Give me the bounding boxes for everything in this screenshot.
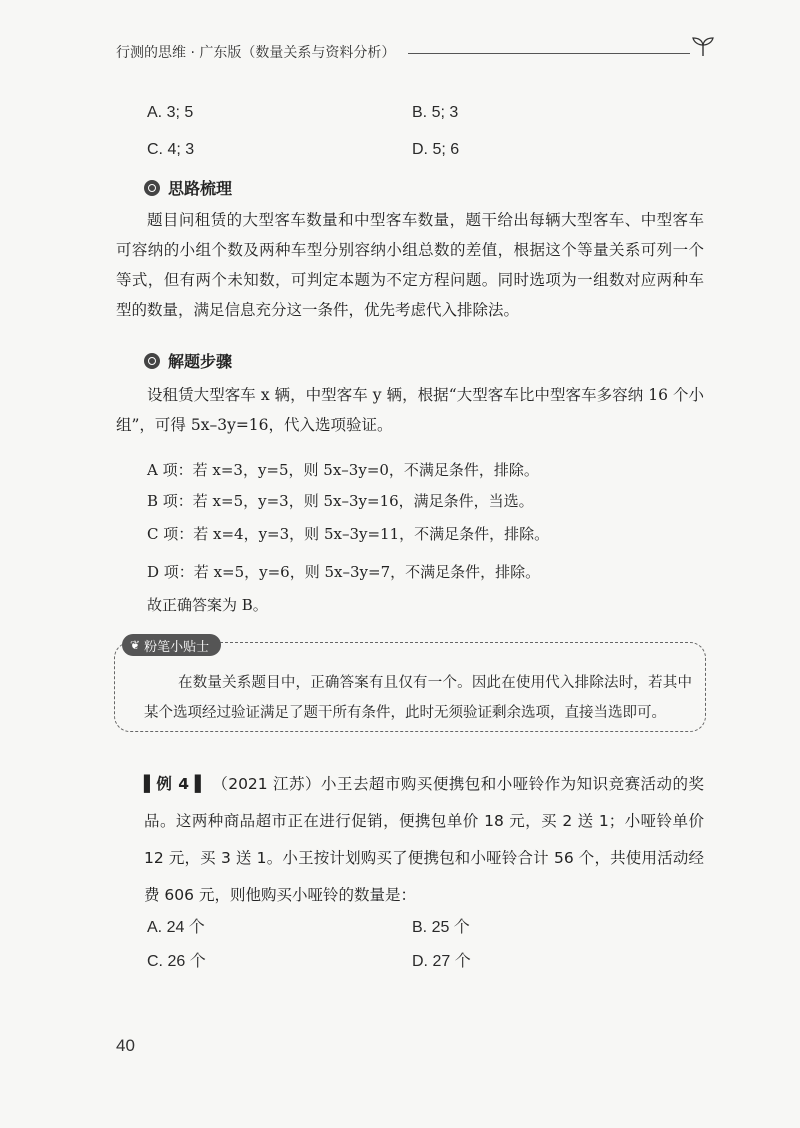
leaf-icon: ❦	[130, 638, 141, 652]
tip-label: 粉笔小贴士	[144, 639, 210, 655]
step-a: A 项：若 x=3，y=5，则 5x–3y=0，不满足条件，排除。	[147, 461, 539, 479]
header-rule	[408, 53, 690, 54]
step-b: B 项：若 x=5，y=3，则 5x–3y=16，满足条件，当选。	[147, 492, 534, 510]
prev-option-c: C. 4; 3	[147, 141, 195, 158]
thinking-icon	[144, 180, 160, 196]
example-option-c: C. 26 个	[147, 953, 206, 970]
example-option-b: B. 25 个	[412, 919, 470, 936]
page-number: 40	[116, 1036, 135, 1055]
running-header	[116, 40, 716, 66]
step-d: D 项：若 x=5，y=6，则 5x–3y=7，不满足条件，排除。	[147, 563, 541, 581]
prev-option-d: D. 5; 6	[412, 141, 460, 158]
example-option-d: D. 27 个	[412, 953, 471, 970]
thinking-heading	[144, 176, 232, 199]
solution-paragraph: 设租赁大型客车 x 辆，中型客车 y 辆，根据“大型客车比中型客车多容纳 16 个小组”，可得 5x–3y=16，代入选项验证。	[116, 386, 704, 434]
example-question	[144, 766, 704, 914]
header-title: 行测的思维 · 广东版（数量关系与资料分析）	[116, 45, 396, 61]
example-text: （2021 江苏）小王去超市购买便携包和小哑铃作为知识竞赛活动的奖品。这两种商品超市正在进行促销，便携包单价 18 元，买 2 送 1；小哑铃单价 12 元，买 3 送 1。小王按计划购买了便携包和小哑铃合计 56 个，共使用活动经费 606 元，则他购买小哑铃的数量是：	[144, 775, 704, 904]
prev-option-a: A. 3; 5	[147, 104, 194, 121]
thinking-paragraph: 题目问租赁的大型客车数量和中型客车数量，题干给出每辆大型客车、中型客车可容纳的小组个数及两种车型分别容纳小组总数的差值，根据这个等量关系可列一个等式，但有两个未知数，可判定本题为不定方程问题。同时选项为一组数对应两种车型的数量，满足信息充分这一条件，优先考虑代入排除法。	[116, 211, 704, 319]
example-option-a: A. 24 个	[147, 919, 205, 936]
solution-heading	[144, 349, 232, 372]
tip-tag	[122, 634, 221, 656]
solution-title: 解题步骤	[168, 352, 233, 371]
example-label: ▌例 4 ▌	[144, 775, 207, 793]
step-c: C 项：若 x=4，y=3，则 5x–3y=11，不满足条件，排除。	[147, 525, 550, 543]
tip-text: 在数量关系题目中，正确答案有且仅有一个。因此在使用代入排除法时，若其中某个选项经过验证满足了题干所有条件，此时无须验证剩余选项，直接当选即可。	[144, 675, 692, 721]
sprout-icon	[690, 36, 716, 58]
thinking-title: 思路梳理	[168, 179, 233, 198]
prev-option-b: B. 5; 3	[412, 104, 459, 121]
solution-icon	[144, 353, 160, 369]
answer-line: 故正确答案为 B。	[147, 596, 268, 614]
